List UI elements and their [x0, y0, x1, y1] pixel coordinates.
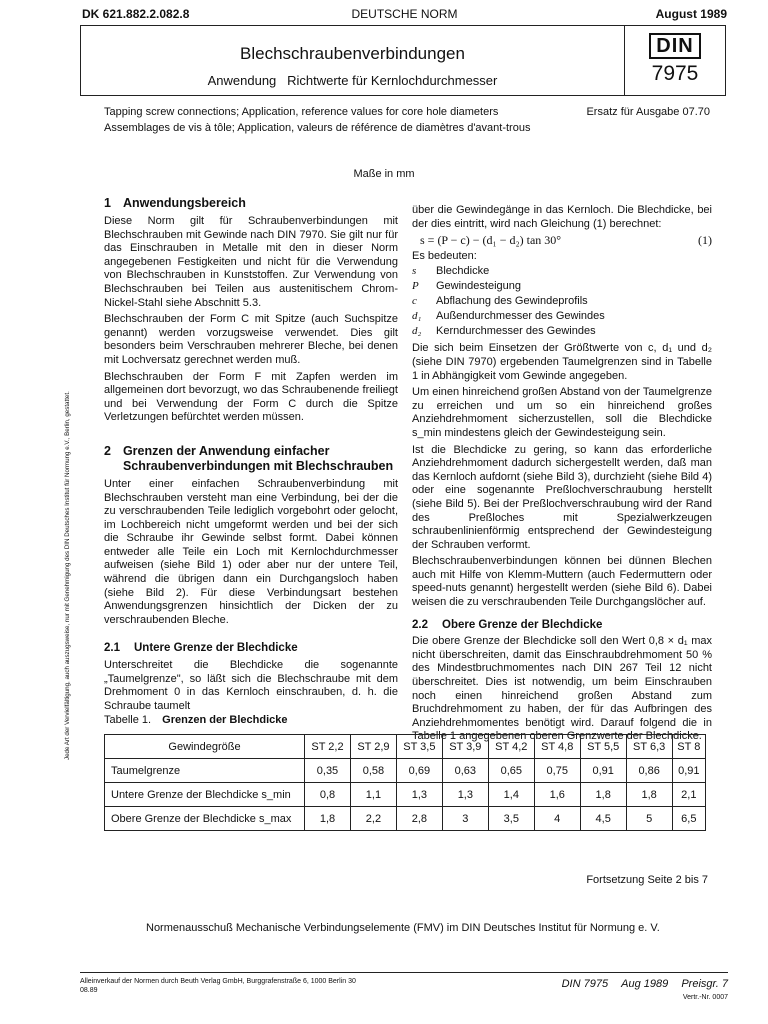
footer-right	[562, 978, 728, 990]
table-header-cell: ST 3,9	[442, 735, 488, 759]
table-cell: 0,75	[534, 759, 580, 783]
table-row	[105, 759, 706, 783]
table-cell: 0,35	[305, 759, 351, 783]
left-column	[104, 196, 398, 716]
copyright-text: Jede Art der Vervielfältigung, auch auszugsweise, nur mit Genehmigung des DIN Deutsches Institut für Normung e.V., Berlin, gestattet.	[64, 391, 71, 760]
paragraph: Die obere Grenze der Blechdicke soll den Wert 0,8 × d₁ max nicht überschreiten, damit das Einschraubdrehmoment 50 % des Mindestbruchmomentes nach DIN 267 Teil 12 nicht überschreitet. Dies ist notwendig, um beim Einschrauben noch einen hinreichend großen Abstand zum Bruchdrehmoment zu haben, der für das Aufbringen des Anziehdrehmomentes benötigt wird. Darauf folgend die in Tabelle 1 angegebenen oberen Grenzwerte der Blechdicke.	[412, 635, 712, 743]
table-cell: 2,8	[396, 807, 442, 831]
equation-1	[412, 234, 712, 248]
table-header-cell: ST 4,8	[534, 735, 580, 759]
dk-number: DK 621.882.2.082.8	[82, 7, 190, 21]
section-number: 2.1	[104, 642, 120, 655]
units-note: Maße in mm	[353, 168, 415, 180]
table-header-cell: ST 6,3	[626, 735, 672, 759]
table-cell: 1,3	[396, 783, 442, 807]
definition-item: P Gewindesteigung	[412, 280, 522, 293]
table-header-cell: ST 5,5	[580, 735, 626, 759]
table-cell: 0,8	[305, 783, 351, 807]
table-cell: 1,4	[488, 783, 534, 807]
table-header-cell: ST 2,2	[305, 735, 351, 759]
right-column	[412, 204, 712, 747]
section-number: 2	[104, 443, 111, 458]
table-row	[105, 783, 706, 807]
issue-date: August 1989	[655, 7, 727, 21]
table-cell: 0,86	[626, 759, 672, 783]
paragraph: Unterschreitet die Blechdicke die sogenannte „Taumelgrenze", so läßt sich die Blechschraube mit dem Drehmoment 0 in das Kernloch einschrauben, d. h. die Schraube taumelt	[104, 659, 398, 712]
definition-item: d₁ Außendurchmesser des Gewindes	[412, 310, 605, 323]
table-cell: 1,1	[350, 783, 396, 807]
table-cell: 1,8	[580, 783, 626, 807]
footer-divider	[80, 972, 728, 973]
table-number: Tabelle 1.	[104, 714, 152, 726]
print-date: 08.89	[80, 987, 98, 994]
equation-number: (1)	[698, 233, 712, 248]
table-cell: 0,69	[396, 759, 442, 783]
table-cell: 2,2	[350, 807, 396, 831]
table-cell: 0,91	[580, 759, 626, 783]
title-box	[80, 25, 726, 96]
table-cell: 4	[534, 807, 580, 831]
section-title: Obere Grenze der Blechdicke	[442, 618, 603, 631]
paragraph: Ist die Blechdicke zu gering, so kann das erforderliche Anziehdrehmoment dadurch sichergestellt werden, daß man das Kernloch aufdornt (siehe Bild 3), durchzieht (siehe Bild 4) oder eine sogenannte Preßlochverschraubung herstellt (siehe Bild 5). Bei der Preßlochverschraubung wird der Rand des Preßloches mit Spezialwerkzeugen schraubenlinienförmig entsprechend der Gewindesteigung der Schrauben verformt.	[412, 443, 712, 551]
vertrieb-number: Vertr.-Nr. 0007	[682, 994, 728, 1001]
table-header-row	[105, 735, 706, 759]
table-cell: 3	[442, 807, 488, 831]
table-cell: 2,1	[672, 783, 705, 807]
section-title: Untere Grenze der Blechdicke	[134, 642, 298, 655]
table-blechdicke	[104, 734, 706, 831]
table-cell: 3,5	[488, 807, 534, 831]
french-title: Assemblages de vis à tôle; Application, valeurs de référence de diamètres d'avant-trous	[104, 122, 531, 134]
paragraph: Um einen hinreichend großen Abstand von der Taumelgrenze zu erreichen und um so ein hinreichend großes Anziehdrehmoment sicherzustellen, soll die Blechdicke s_min mindestens gleich der Gewindesteigung sein.	[412, 386, 712, 439]
document-title: Blechschraubenverbindungen	[240, 44, 465, 63]
din-block	[625, 26, 725, 95]
row-label: Taumelgrenze	[105, 759, 305, 783]
title-main	[81, 26, 625, 95]
translated-titles	[104, 104, 710, 136]
top-header	[82, 7, 727, 23]
footer-left	[80, 977, 356, 995]
table-cell: 5	[626, 807, 672, 831]
table-header-label: Gewindegröße	[105, 735, 305, 759]
standard-type: DEUTSCHE NORM	[351, 7, 458, 21]
definitions-list	[412, 264, 712, 339]
table-cell: 1,8	[305, 807, 351, 831]
table-cell: 4,5	[580, 807, 626, 831]
din-number: 7975	[651, 62, 699, 85]
continuation-note: Fortsetzung Seite 2 bis 7	[586, 874, 708, 886]
definition-item: c Abflachung des Gewindeprofils	[412, 295, 588, 308]
table-header-cell: ST 2,9	[350, 735, 396, 759]
table-title: Grenzen der Blechdicke	[162, 714, 288, 726]
table-row	[105, 807, 706, 831]
definition-item: d₂ Kerndurchmesser des Gewindes	[412, 325, 596, 338]
paragraph: Blechschrauben der Form F mit Zapfen werden im allgemeinen dort bevorzugt, wo das Schraubenende freiliegt und bei Verwendung der Form C durch die Spitze Verletzungen befürchtet werden müssen.	[104, 370, 398, 424]
row-label: Untere Grenze der Blechdicke s_min	[105, 783, 305, 807]
paragraph: Blechschrauben der Form C mit Spitze (auch Suchspitze genannt) werden vorzugsweise verwendet. Dies gilt besonders beim Verschrauben mehrerer Bleche, bei denen mit Lochversatz gerechnet werden muß.	[104, 313, 398, 366]
copyright-side-note	[58, 240, 70, 760]
section-title: Grenzen der Anwendung einfacher Schraubenverbindungen mit Blechschrauben	[122, 443, 394, 473]
committee-note: Normenausschuß Mechanische Verbindungselemente (FMV) im DIN Deutsches Institut für Normung e. V.	[146, 922, 660, 934]
paragraph: Diese Norm gilt für Schraubenverbindungen mit Blechschrauben mit Gewinde nach DIN 7970. Sie gilt nur für das Einschrauben in Metalle mit den in dieser Norm angegebenen Festigkeiten und nicht für die Verwendung von Blechschrauben in Kunststoffen. Zur Verwendung von Blechschrauben bei Teilen aus austenitischem Chrom-Nickel-Stahl siehe Abschnitt 5.3.	[104, 215, 398, 309]
table-cell: 6,5	[672, 807, 705, 831]
section-2-2-heading	[412, 619, 712, 633]
table-cell: 1,6	[534, 783, 580, 807]
table-cell: 0,63	[442, 759, 488, 783]
table-cell: 0,65	[488, 759, 534, 783]
paragraph: Blechschraubenverbindungen können bei dünnen Blechen auch mit Hilfe von Klemm-Muttern (auch Federmuttern oder speed-nuts genannt) hergestellt werden (siehe Bild 6). Dabei weisen die zu verschraubenden Teile Durchgangslöcher auf.	[412, 555, 712, 609]
table-caption	[104, 714, 287, 726]
section-2-1-heading	[104, 642, 398, 656]
section-1-heading	[104, 196, 398, 211]
table-cell: 1,8	[626, 783, 672, 807]
table-cell: 1,3	[442, 783, 488, 807]
paragraph: über die Gewindegänge in das Kernloch. Die Blechdicke, bei der dies eintritt, wird nach Gleichung (1) berechnet:	[412, 204, 712, 230]
section-number: 2.2	[412, 618, 428, 631]
english-title: Tapping screw connections; Application, reference values for core hole diameters	[104, 106, 499, 118]
ersatz-note: Ersatz für Ausgabe 07.70	[586, 106, 710, 118]
table-header-cell: ST 8	[672, 735, 705, 759]
footer-price-group: Preisgr. 7	[681, 978, 728, 990]
table-cell: 0,91	[672, 759, 705, 783]
section-2-heading	[104, 444, 398, 474]
sales-note: Alleinverkauf der Normen durch Beuth Verlag GmbH, Burggrafenstraße 6, 1000 Berlin 30	[80, 978, 356, 985]
table-header-cell: ST 4,2	[488, 735, 534, 759]
paragraph: Unter einer einfachen Schraubenverbindung mit Blechschrauben versteht man eine Verbindung, bei der die zu verschraubenden Teile lediglich vorgebohrt oder gelocht, im Lochbereich nicht umgeformt werden und bei der sich die Schraube ihr Gewinde selbst formt. Dabei können entweder alle Teile ein Loch mit Kernlochdurchmesser aufweisen (siehe Bild 1) oder aber nur der untere Teil, während die übrigen dann ein Durchgangsloch haben (siehe Bild 2). Für diese Verbindungsart bestehen Anwendungsgrenzen hinsichtlich der Dicken der zu verschraubenden Bleche.	[104, 477, 398, 626]
equation-text: s = (P − c) − (d₁ − d₂) tan 30°	[420, 233, 562, 248]
paragraph: Die sich beim Einsetzen der Größtwerte von c, d₁ und d₂ (siehe DIN 7970) ergebenden Taumelgrenzen sind in Tabelle 1 in Abhängigkeit vom Gewinde angegeben.	[412, 342, 712, 382]
table-header-cell: ST 3,5	[396, 735, 442, 759]
section-title: Anwendungsbereich	[122, 196, 246, 210]
row-label: Obere Grenze der Blechdicke s_max	[105, 807, 305, 831]
definition-item: s Blechdicke	[412, 265, 490, 278]
document-subtitle: Anwendung Richtwerte für Kernlochdurchmesser	[207, 73, 498, 88]
section-number: 1	[104, 196, 111, 210]
definitions-intro: Es bedeuten:	[412, 249, 477, 262]
table-cell: 0,58	[350, 759, 396, 783]
footer-din: DIN 7975	[561, 978, 609, 990]
din-logo: DIN	[649, 33, 700, 59]
footer-date: Aug 1989	[621, 978, 669, 990]
